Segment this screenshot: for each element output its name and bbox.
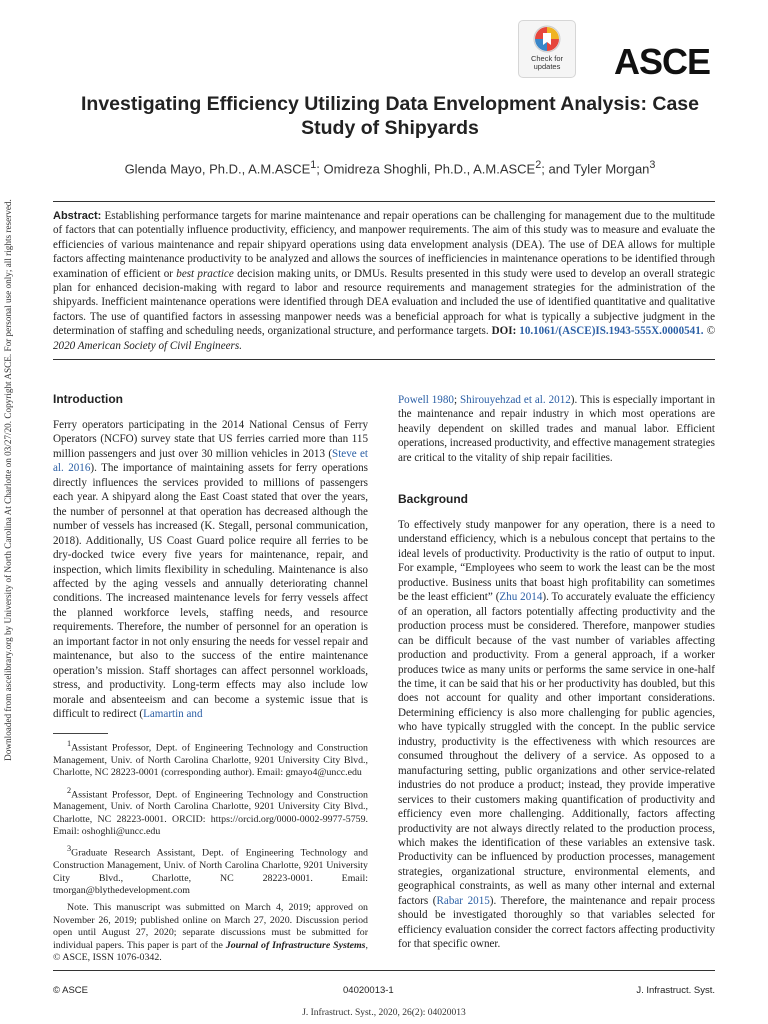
- background-text-a: To effectively study manpower for any operation, there is a need to understand efficiency, which is a nebulous concept that pertains to the ideal levels of productivity. Productivity is the ratio of output to input. For example, “Employees who seem to work the least can be the most productive. Business units that boast high profitability can sometimes be the least efficient” (: [398, 519, 715, 604]
- abstract-text-2: decision making units, or DMUs. Results presented in this study were used to develop an overall strategic plan for enhanced decision-making with regard to labor and resource requirements and management strategies for the administration of the shipyards. Inefficient maintenance operations were identified through DEA evaluation and included the use of identified quantitative and qualitative factors. The use of quantified factors in assessing manpower needs was a beneficial approach for what is typically a subjective judgment in the determination of staffing and scheduling needs, organizational structure, and performance targets.: [53, 267, 715, 338]
- background-text-b: ). To accurately evaluate the efficiency of an operation, all factors potentially affecting productivity and the production process must be considered. Therefore, manpower studies can be difficult because of the vast number of variables affecting production and productivity. From a general approach, if a worker produces twice as many units or performs the same service in one-half the time, it can be said that his or her productivity has doubled, but this does not account for quality and other important considerations. Determining efficiency is also more challenging for public agencies, who have typically struggled with the concept. In the public service industry, productivity is the effectiveness with which resources are consumed throughout the delivery of a service. As opposed to a manufacturing setting, public organizations and other service-related industries do not produce a product; instead, they provide imperative services to their customers making quantification of productivity and efficiency even more challenging. Additionally, factors affecting productivity are not always directly related to the production process, which makes the identification of these variables an extensive task. Productivity can be influenced by production processes, management strategies, organizational structure, environmental elements, and geographical constraints, as well as many other internal and external factors (: [398, 591, 715, 907]
- footnote-divider: [53, 733, 108, 734]
- download-notice-text: Downloaded from ascelibrary.org by University of North Carolina At Charlotte on 03/27/20. Copyright ASCE. For personal use only; all rights reserved.: [3, 199, 13, 761]
- footnote-3-sup: 3: [67, 844, 72, 854]
- footer-journal: J. Infrastruct. Syst.: [636, 985, 715, 996]
- doi-link[interactable]: 10.1061/(ASCE)IS.1943-555X.0000541.: [519, 325, 704, 338]
- footnote-2: [53, 785, 368, 839]
- introduction-body: [53, 418, 368, 722]
- footnotes: [53, 738, 368, 969]
- bookmark-icon: [533, 25, 561, 55]
- citation-link[interactable]: Powell 1980: [398, 394, 454, 406]
- journal-name: Journal of Infrastructure Systems: [225, 939, 366, 951]
- bottom-citation: J. Infrastruct. Syst., 2020, 26(2): 04020013: [302, 1008, 466, 1018]
- abstract-copyright: © 2020 American Society of Civil Engineers.: [53, 325, 715, 352]
- author-1-sup: 1: [310, 159, 317, 171]
- background-paragraph: [398, 518, 715, 952]
- footnote-1-sup: 1: [67, 739, 72, 748]
- asce-logo: [614, 42, 710, 82]
- download-notice: [2, 190, 14, 770]
- background-heading: Background: [398, 492, 469, 506]
- footer-page-id: 04020013-1: [343, 985, 394, 996]
- note-text-a: Note. This manuscript was submitted on March 4, 2019; approved on November 26, 2019; published online on March 27, 2020. Discussion period open until August 27, 2020; separate discussions must be submitted for individual papers. This paper is part of the: [53, 902, 368, 951]
- author-1: Glenda Mayo, Ph.D., A.M.ASCE: [124, 161, 311, 177]
- abstract-text-1: Establishing performance targets for marine maintenance and repair operations can be challenging for management due to the multitude of factors that can potentially influence productivity, efficiency, and manpower requirements. The aim of this study was to measure and evaluate the efficiencies of various maintenance and repair shipyard operations using data envelopment analysis (DEA). The use of DEA allows for multiple factors affecting maintenance productivity to be analyzed and allows the sources of inefficiencies in maintenance operations to be identified through examination of efficient or: [53, 210, 715, 280]
- right-column: [398, 393, 715, 465]
- page-footer: [53, 970, 715, 996]
- asce-logo-text: ASCE: [614, 41, 711, 82]
- intro-text-b: ). The importance of maintaining assets for ferry operations directly influences the services provided to millions of passengers each year. A shipyard along the East Coast stated that over the years, the number of personnel at that operation has decreased although the number of vessels has increased (K. Stegall, personal communication, 2018). Additionally, US Coast Guard police require all ferries to be dry-docked twice every five years for maintenance, repair, and inspection, which limits flexibility in scheduling. Maintenance is also affected by the aging vessels and annually deteriorating channel conditions. The increased maintenance levels for ferry vessels affect the planned workforce levels, staffing needs, and resource requirements. Therefore, the number of personnel for an operation is an important factor in not only ensuring the needs for vessel repair and maintenance, but also to the success of the entire maintenance operation’s mission. Staff shortages can affect personnel workloads, stress, and productivity. Long-term effects may also include low morale and absenteeism and can become a systemic issue that is difficult to redirect (: [53, 462, 368, 721]
- badge-line2: updates: [533, 62, 561, 71]
- citation-link[interactable]: Shirouyehzad et al. 2012: [459, 394, 571, 406]
- doi-label: DOI:: [491, 325, 517, 338]
- footnote-1-text: Assistant Professor, Dept. of Engineering Technology and Construction Management, Univ. of North Carolina Charlotte, 9201 University City Blvd., Charlotte, NC 28223-0001 (corresponding author). Email: gmayo4@uncc.edu: [53, 742, 368, 779]
- paper-title: Investigating Efficiency Utilizing Data Envelopment Analysis: Case Study of Shipyards: [80, 93, 699, 139]
- author-3-sup: 3: [649, 159, 656, 171]
- author-2-sup: 2: [535, 159, 542, 171]
- author-2: ; Omidreza Shoghli, Ph.D., A.M.ASCE: [316, 161, 536, 177]
- intro-text-a: Ferry operators participating in the 2014 National Census of Ferry Operators (NCFO) survey state that US ferries carried more than 115 million passengers and just over 30 million vehicles in 2013 (: [53, 419, 368, 460]
- note-text-b: , © ASCE, ISSN 1076-0342.: [53, 939, 368, 963]
- intro-continuation-text: ). This is especially important in the maintenance and repair industry in which most operations are heavily dependent on skilled trades and manual labor. Efficient operations, increased productivity, and effective management strategies are critical to the vitality of ship repair facilities.: [398, 394, 716, 464]
- citation-link[interactable]: Zhu 2014: [499, 591, 543, 604]
- footnote-3-text: Graduate Research Assistant, Dept. of Engineering Technology and Construction Management, Univ. of North Carolina Charlotte, 9201 University City Blvd., Charlotte, NC 28223-0001. Email: tmorgan@blythedevelopment.com: [53, 847, 368, 896]
- footnote-3: [53, 843, 368, 897]
- badge-line1: Check for: [530, 54, 564, 63]
- citation-link[interactable]: Steve et al. 2016: [53, 447, 368, 475]
- abstract: [53, 201, 715, 360]
- citation-separator: ;: [453, 394, 460, 406]
- abstract-label: Abstract:: [53, 210, 102, 222]
- intro-paragraph: [53, 418, 368, 722]
- background-text-c: ). Therefore, the maintenance and repair process should be investigated thoroughly so that variables selected for efficiency evaluation consider the correct factors affecting productivity for that specific owner.: [398, 894, 716, 951]
- footer-copyright: © ASCE: [53, 985, 88, 996]
- intro-continuation: [398, 393, 715, 465]
- footnote-1: [53, 738, 368, 780]
- citation-link[interactable]: Rabar 2015: [436, 894, 490, 907]
- check-for-updates-badge[interactable]: [518, 20, 576, 78]
- abstract-italic: best practice: [176, 267, 234, 280]
- footnote-2-sup: 2: [67, 785, 72, 795]
- author-line: [60, 159, 720, 176]
- author-3: ; and Tyler Morgan: [541, 161, 650, 177]
- submission-note: [53, 902, 368, 964]
- footnote-2-text: Assistant Professor, Dept. of Engineering Technology and Construction Management, Univ. of North Carolina Charlotte, 9201 University City Blvd., Charlotte, NC 28223-0001. ORCID: https://orcid.org/0000-0002-9977-5759. Email: oshoghli@uncc.edu: [53, 788, 368, 838]
- background-body: [398, 518, 715, 952]
- introduction-heading: Introduction: [53, 392, 123, 406]
- citation-link[interactable]: Lamartin and: [143, 708, 203, 721]
